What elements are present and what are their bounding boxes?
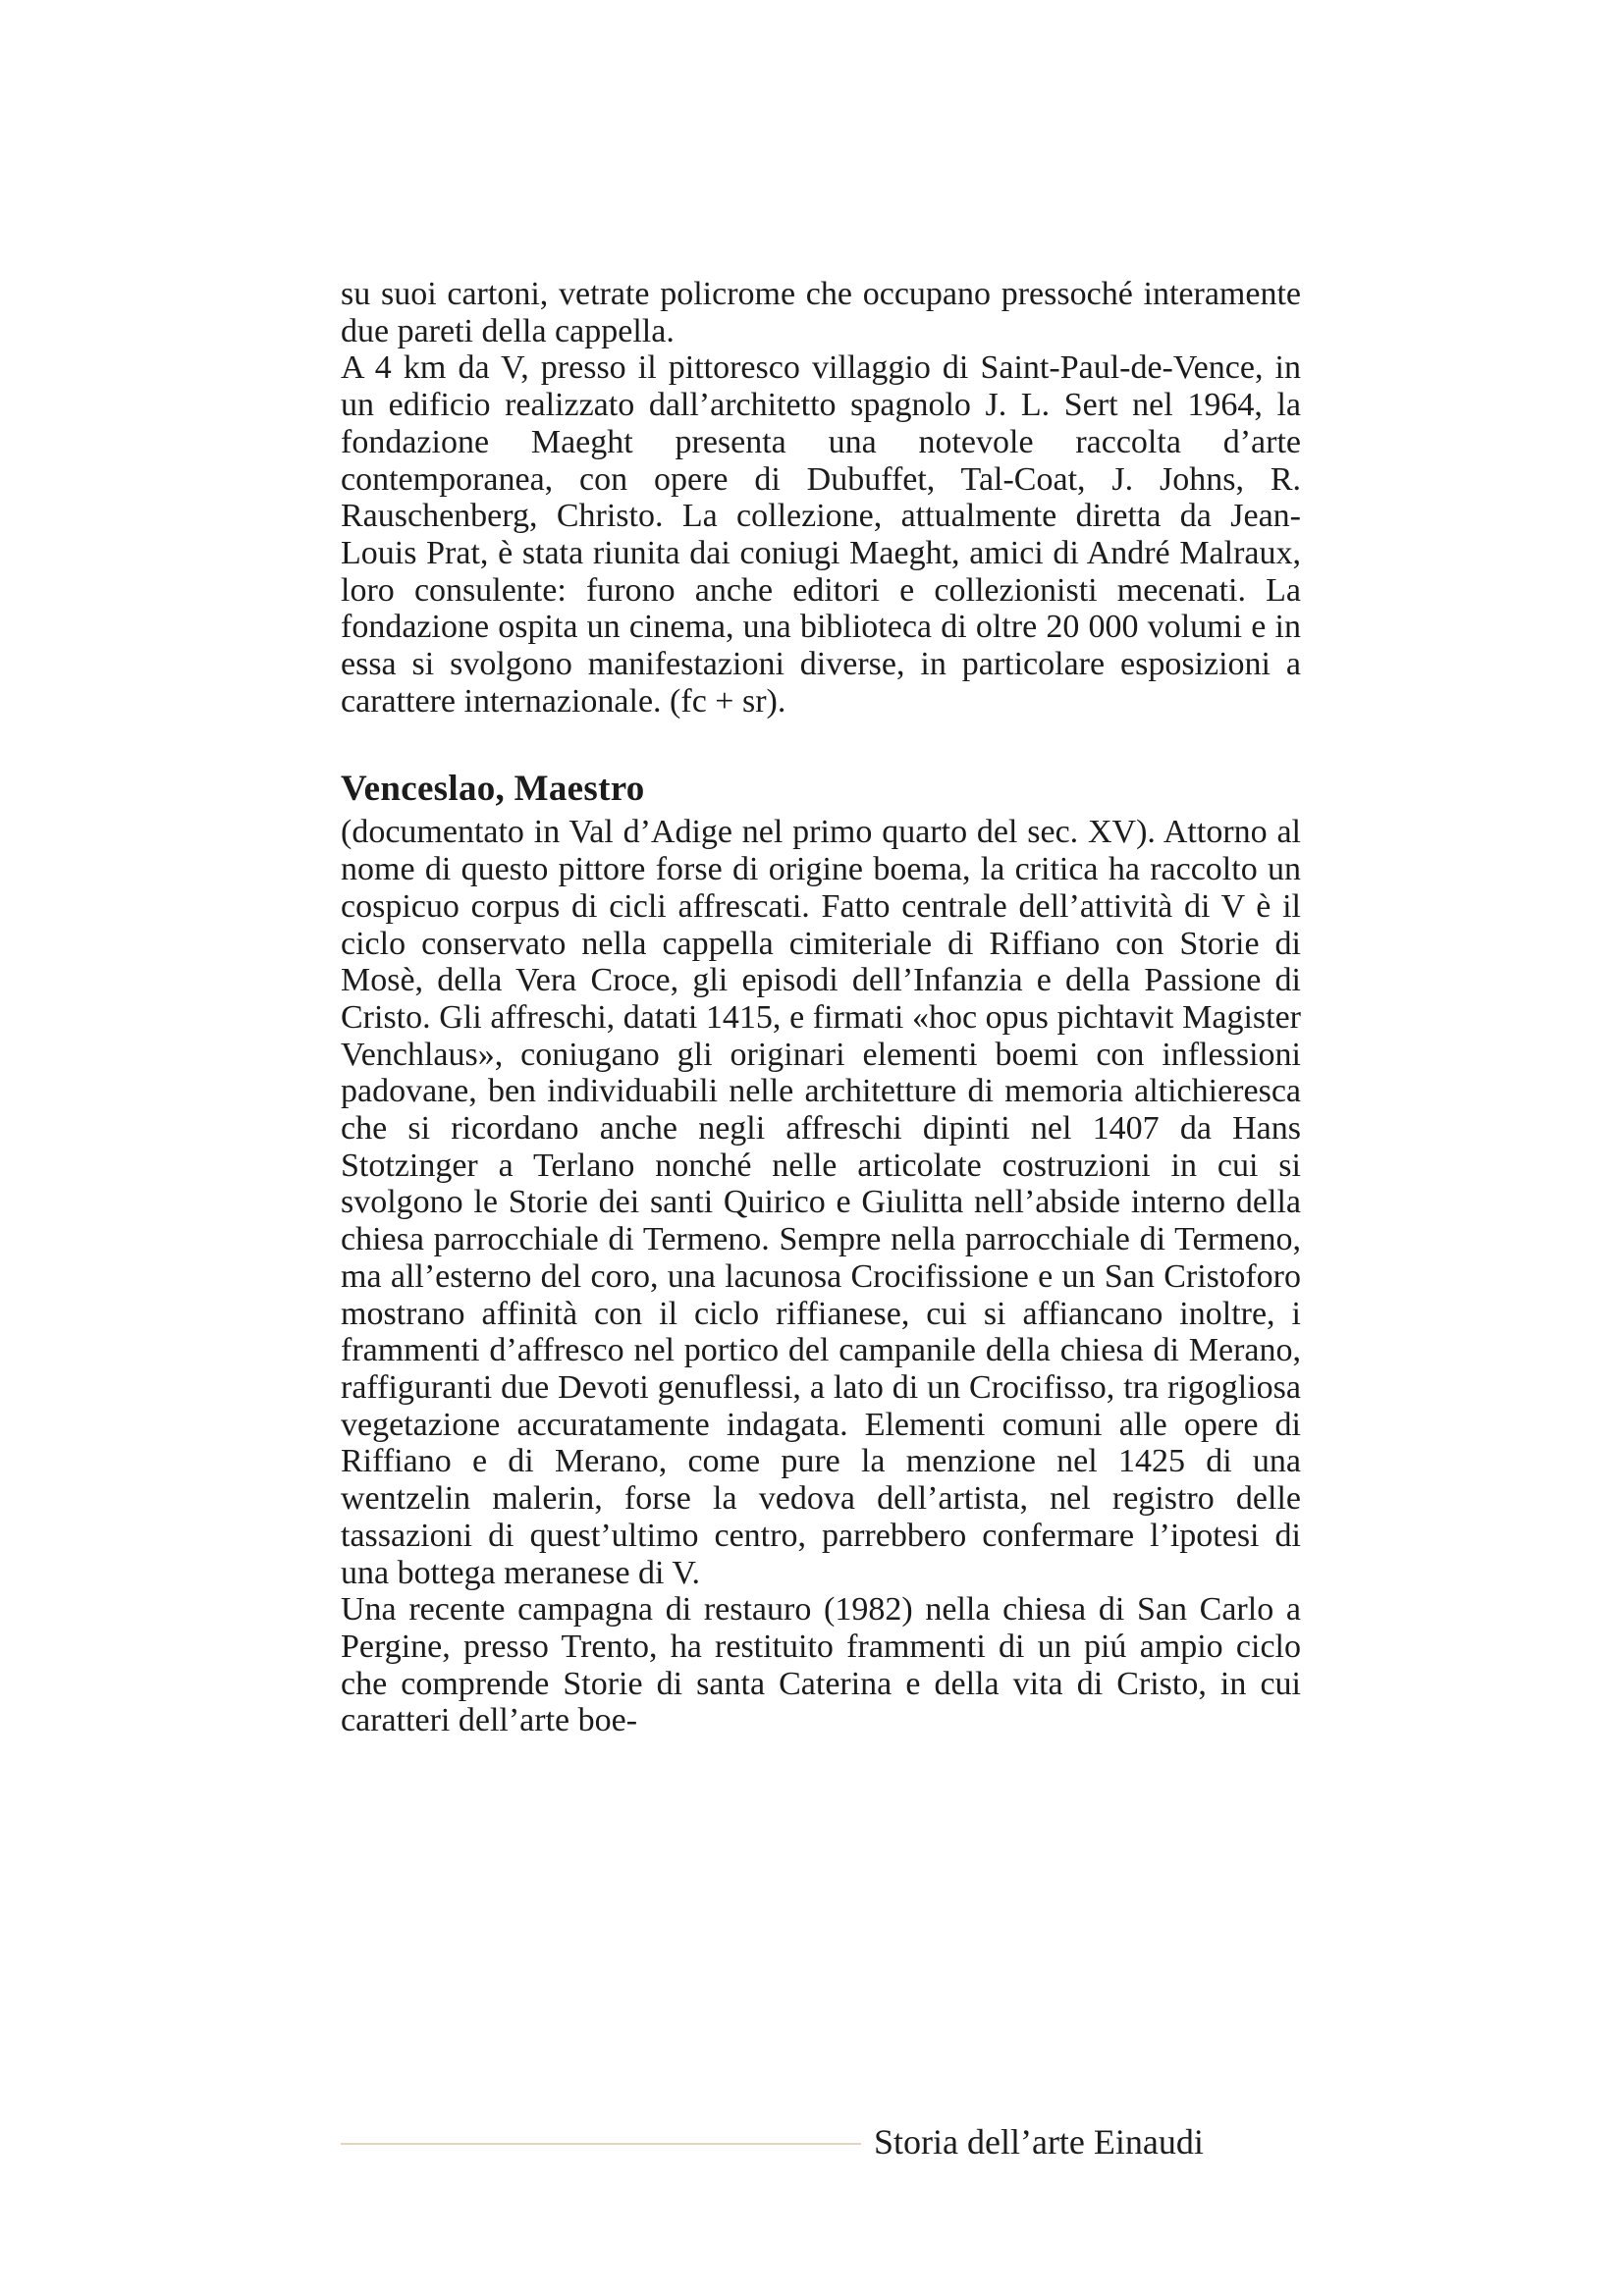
entry-title: Venceslao, Maestro (341, 769, 645, 810)
entry-paragraph-2: Una recente campagna di restauro (1982) nella chiesa di San Carlo a Pergine, presso Trento, ha restituito frammenti di un piú ampio ciclo che comprende Storie di santa Caterina e della vita di Cristo, in cui caratteri dell’arte boe- (341, 1591, 1301, 1739)
text-column (341, 276, 1301, 1739)
entry-paragraph-1: (documentato in Val d’Adige nel primo quarto del sec. XV). Attorno al nome di questo pittore forse di origine boema, la critica ha raccolto un cospicuo corpus di cicli affrescati. Fatto centrale dell’attività di V è il ciclo conservato nella cappella cimiteriale di Riffiano con Storie di Mosè, della Vera Croce, gli episodi dell’Infanzia e della Passione di Cristo. Gli affreschi, datati 1415, e firmati «hoc opus pichtavit Magister Venchlaus», coniugano gli originari elementi boemi con inflessioni padovane, ben individuabili nelle architetture di memoria altichieresca che si ricordano anche negli affreschi dipinti nel 1407 da Hans Stotzinger a Terlano nonché nelle articolate costruzioni in cui si svolgono le Storie dei santi Quirico e Giulitta nell’abside interno della chiesa parrocchiale di Termeno. Sempre nella parrocchiale di Termeno, ma all’esterno del coro, una lacunosa Crocifissione e un San Cristoforo mostrano affinità con il ciclo riffianese, cui si affiancano inoltre, i frammenti d’affresco nel portico del campanile della chiesa di Merano, raffiguranti due Devoti genuflessi, a lato di un Crocifisso, tra rigogliosa vegetazione accuratamente indagata. Elementi comuni alle opere di Riffiano e di Merano, come pure la menzione nel 1425 di una wentzelin malerin, forse la vedova dell’artista, nel registro delle tassazioni di quest’ultimo centro, parrebbero confermare l’ipotesi di una bottega meranese di V. (341, 814, 1301, 1591)
footer-publication: Storia dell’arte Einaudi (874, 2122, 1204, 2162)
continuation-paragraph-1: su suoi cartoni, vetrate policrome che occupano pressoché interamente due pareti della cappella. (341, 276, 1301, 349)
continuation-paragraph-2: A 4 km da V, presso il pittoresco villaggio di Saint-Paul-de-Vence, in un edificio realizzato dall’architetto spagnolo J. L. Sert nel 1964, la fondazione Maeght presenta una notevole raccolta d’arte contemporanea, con opere di Dubuffet, Tal-Coat, J. Johns, R. Rauschenberg, Christo. La collezione, attualmente diretta da Jean-Louis Prat, è stata riunita dai coniugi Maeght, amici di André Malraux, loro consulente: furono anche editori e collezionisti mecenati. La fondazione ospita un cinema, una biblioteca di oltre 20 000 volumi e in essa si svolgono manifestazioni diverse, in particolare esposizioni a carattere internazionale. (fc + sr). (341, 349, 1301, 720)
footer-rule (341, 2143, 861, 2145)
